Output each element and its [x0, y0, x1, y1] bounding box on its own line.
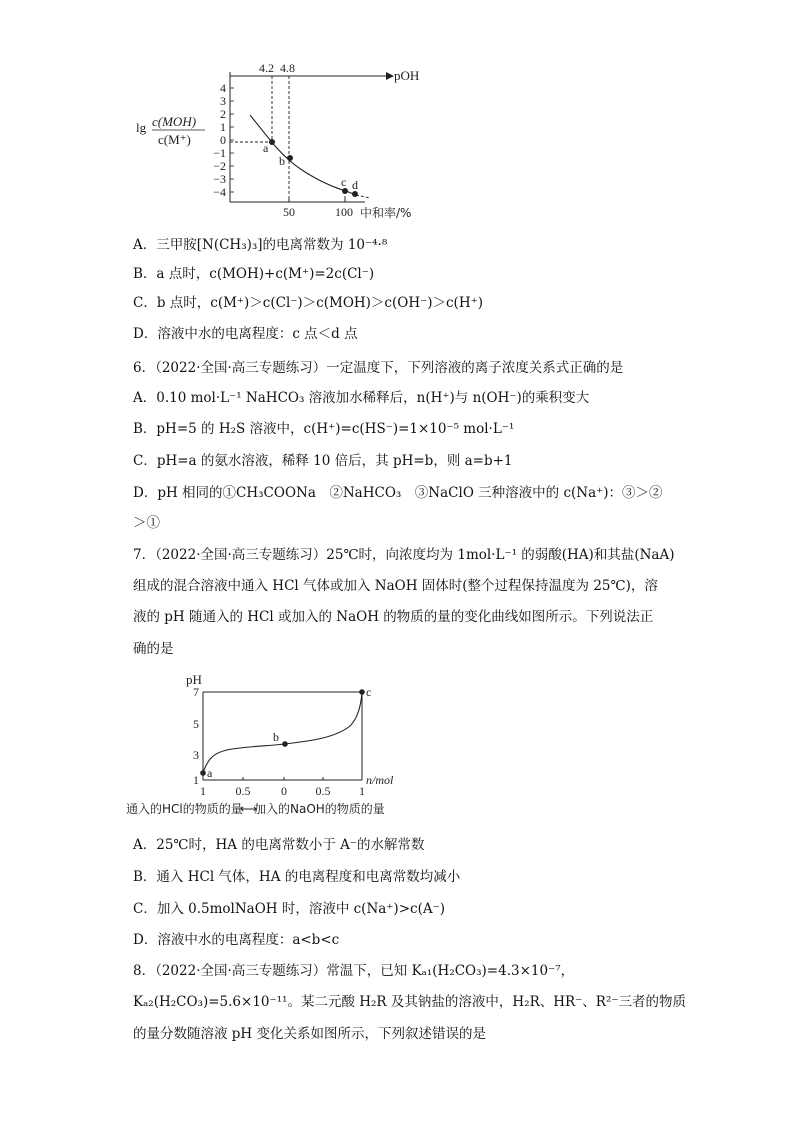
q6-option-b: B．pH=5 的 H₂S 溶液中，c(H⁺)=c(HS⁻)=1×10⁻⁵ mol·L⁻¹	[133, 421, 515, 437]
fig1-ytick: −3	[213, 172, 226, 186]
fig1-top-tick-2: 4.8	[280, 61, 295, 75]
fig2-xtick: 0.5	[235, 784, 251, 798]
q7-option-b: B．通入 HCl 气体，HA 的电离程度和电离常数均减小	[133, 869, 461, 885]
q6-option-d-line1: D．pH 相同的①CH₃COONa ②NaHCO₃ ③NaClO 三种溶液中的 c(Na⁺)：③＞②	[133, 485, 663, 501]
fig2-xtick: 1	[359, 784, 365, 798]
q6-option-d-line2: ＞①	[133, 515, 160, 531]
q7-stem-line4: 确的是	[133, 641, 174, 657]
fig1-top-tick-1: 4.2	[259, 61, 274, 75]
fig1-xlabel: 中和率/%	[360, 206, 412, 220]
fig2-caption-left: 通入的HCl的物质的量	[126, 802, 243, 816]
fig2-label-a: a	[207, 766, 213, 780]
fig2-point-b	[282, 741, 288, 747]
fig1-label-a: a	[263, 141, 269, 155]
fig2-xtick: 0.5	[315, 784, 331, 798]
fig1-point-a	[269, 139, 275, 145]
fig2-ytick-7: 7	[193, 685, 199, 699]
fig1-ytick: −1	[213, 146, 226, 160]
q7-stem-line2: 组成的混合溶液中通入 HCl 气体或加入 NaOH 固体时(整个过程保持温度为 25℃)，溶	[133, 578, 658, 594]
fig1-ylabel-lg: lg	[136, 120, 147, 135]
fig1-label-d: d	[352, 178, 358, 192]
fig1-ylabel-denominator: c(M⁺)	[158, 132, 191, 147]
q7-option-d: D．溶液中水的电离程度：a<b<c	[133, 932, 340, 948]
fig2-caption-arrow: ⟷	[240, 802, 258, 816]
q5-option-a: A．三甲胺[N(CH₃)₃]的电离常数为 10⁻⁴·⁸	[133, 237, 388, 253]
q5-option-d: D．溶液中水的电离程度：c 点＜d 点	[133, 326, 358, 342]
q5-option-b: B．a 点时，c(MOH)+c(M⁺)=2c(Cl⁻)	[133, 266, 375, 282]
q7-stem-line1: 7．（2022·全国·高三专题练习）25℃时，向浓度均为 1mol·L⁻¹ 的弱酸(HA)和其盐(NaA)	[133, 547, 675, 563]
fig1-dashed-guides	[230, 76, 370, 202]
q8-line3: 的量分数随溶液 pH 变化关系如图所示，下列叙述错误的是	[133, 1026, 486, 1042]
fig1-xtick-50: 50	[283, 205, 295, 219]
q8-line2: Kₐ₂(H₂CO₃)=5.6×10⁻¹¹。某二元酸 H₂R 及其钠盐的溶液中，H₂R、HR⁻、R²⁻三者的物质	[133, 994, 686, 1010]
figure-2-ph-curve	[0, 668, 794, 828]
fig1-label-b: b	[279, 154, 285, 168]
q6-option-a: A．0.10 mol·L⁻¹ NaHCO₃ 溶液加水稀释后，n(H⁺)与 n(OH⁻)的乘积变大	[133, 390, 590, 406]
fig2-label-b: b	[273, 730, 279, 744]
fig2-ytick-3: 3	[193, 748, 199, 762]
fig1-top-axis-label: pOH	[394, 68, 420, 83]
fig2-xtick: 0	[281, 784, 287, 798]
fig2-caption-right: 加入的NaOH的物质的量	[254, 802, 385, 816]
fig1-xtick-100: 100	[335, 205, 353, 219]
fig2-xlabel: n/mol	[366, 773, 394, 787]
fig1-point-b	[287, 155, 293, 161]
q6-option-c: C．pH=a 的氨水溶液，稀释 10 倍后，其 pH=b，则 a=b+1	[133, 453, 513, 469]
q7-stem-line3: 液的 pH 随通入的 HCl 或加入的 NaOH 的物质的量的变化曲线如图所示。下列说法正	[133, 609, 654, 625]
q8-line1: 8．（2022·全国·高三专题练习）常温下，已知 Kₐ₁(H₂CO₃)=4.3×10⁻⁷，	[133, 963, 575, 979]
fig1-ytick: 1	[220, 120, 226, 134]
fig1-top-axis-arrow	[386, 72, 394, 80]
fig1-ylabel-numerator: c(MOH)	[152, 114, 197, 129]
fig1-ytick: 3	[220, 94, 226, 108]
fig2-curve	[203, 692, 362, 773]
fig1-ytick: −2	[213, 159, 226, 173]
fig2-point-a	[200, 770, 206, 776]
fig2-xtick: 1	[200, 784, 206, 798]
fig1-y-tick-marks	[230, 88, 234, 192]
q7-option-c: C．加入 0.5molNaOH 时，溶液中 c(Na⁺)>c(A⁻)	[133, 901, 445, 917]
q5-option-c: C．b 点时，c(M⁺)＞c(Cl⁻)＞c(MOH)＞c(OH⁻)＞c(H⁺)	[133, 295, 483, 311]
fig1-ytick: 4	[220, 81, 226, 95]
fig1-label-c: c	[341, 175, 347, 189]
fig2-point-c	[359, 689, 365, 695]
fig2-ylabel: pH	[186, 672, 202, 687]
q6-stem: 6．（2022·全国·高三专题练习）一定温度下，下列溶液的离子浓度关系式正确的是	[133, 360, 624, 376]
fig1-ytick: −4	[213, 185, 226, 199]
fig1-ytick: 2	[220, 107, 226, 121]
fig2-label-c: c	[366, 685, 372, 699]
fig1-y-ticks	[213, 81, 226, 199]
fig1-ytick: 0	[220, 133, 226, 147]
fig2-ytick-5: 5	[193, 717, 199, 731]
q7-option-a: A．25℃时，HA 的电离常数小于 A⁻的水解常数	[133, 837, 425, 853]
figure-1-titration-graph	[0, 0, 794, 230]
fig2-ytick-1: 1	[193, 773, 199, 787]
